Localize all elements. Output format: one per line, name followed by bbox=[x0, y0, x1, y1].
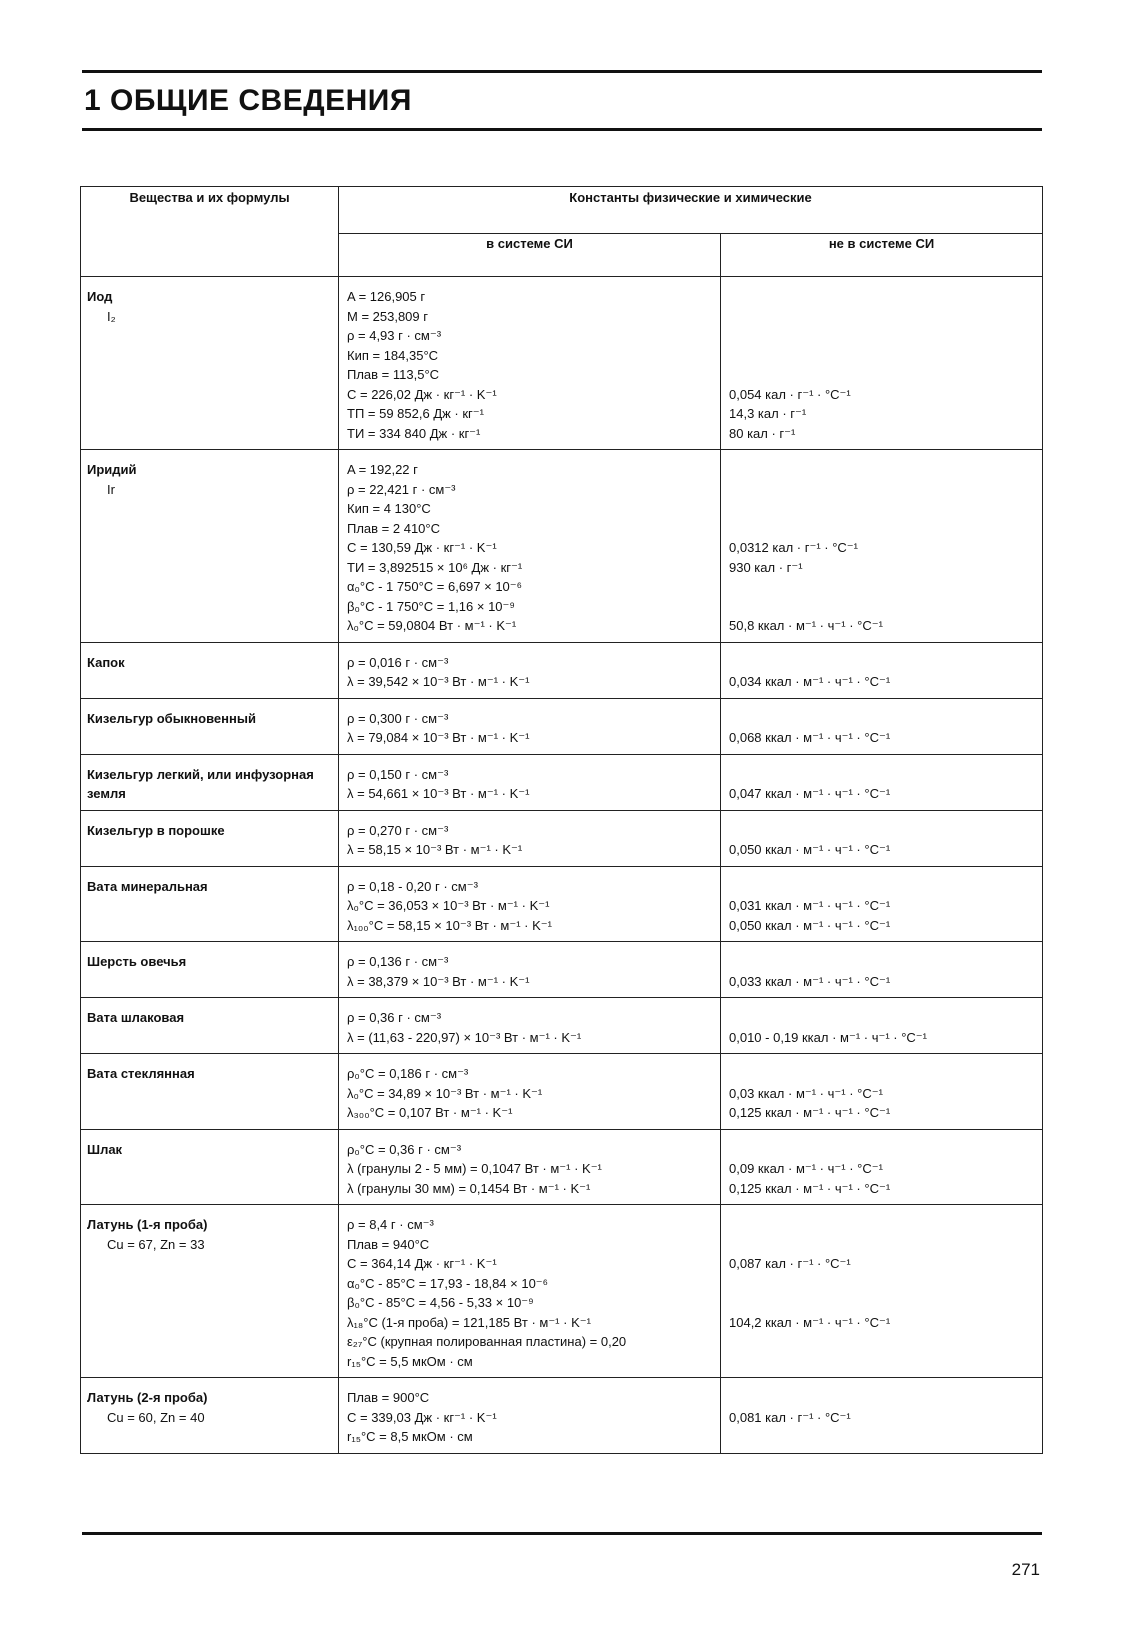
substance-name: Кизельгур обыкновенный bbox=[87, 710, 256, 726]
nonsi-value bbox=[729, 709, 1034, 729]
substance-cell bbox=[81, 810, 339, 866]
si-value: ρ = 22,421 г · см⁻³ bbox=[347, 481, 456, 497]
nonsi-value: 0,047 ккал · м⁻¹ · ч⁻¹ · °C⁻¹ bbox=[729, 786, 891, 801]
substance-name: Латунь (2-я проба) bbox=[87, 1390, 208, 1405]
substance-name: Вата стеклянная bbox=[87, 1066, 195, 1081]
nonsi-value bbox=[729, 952, 1034, 972]
nonsi-value bbox=[729, 597, 1034, 617]
si-value: ρ = 0,150 г · см⁻³ bbox=[347, 766, 449, 782]
nonsi-value bbox=[729, 1427, 1034, 1447]
si-value: ТИ = 334 840 Дж · кг⁻¹ bbox=[347, 425, 481, 441]
substance-name: Шерсть овечья bbox=[87, 954, 187, 969]
si-value: λ₃₀₀°C = 0,107 Вт · м⁻¹ · K⁻¹ bbox=[347, 1105, 513, 1120]
substance-cell bbox=[81, 698, 339, 754]
si-values-cell bbox=[339, 277, 721, 450]
substance-name: Иод bbox=[87, 289, 113, 304]
si-value: ρ = 4,93 г · см⁻³ bbox=[347, 328, 442, 343]
nonsi-values-cell bbox=[721, 1129, 1043, 1205]
header-constants: Константы физические и химические bbox=[339, 187, 1043, 234]
substance-name: Латунь (1-я проба) bbox=[87, 1217, 208, 1232]
table-row bbox=[81, 810, 1043, 866]
nonsi-value: 0,050 ккал · м⁻¹ · ч⁻¹ · °C⁻¹ bbox=[729, 842, 891, 857]
nonsi-value: 0,068 ккал · м⁻¹ · ч⁻¹ · °C⁻¹ bbox=[729, 730, 891, 745]
nonsi-value: 0,034 ккал · м⁻¹ · ч⁻¹ · °C⁻¹ bbox=[729, 674, 891, 689]
nonsi-value: 80 кал · г⁻¹ bbox=[729, 425, 796, 441]
substance-cell bbox=[81, 866, 339, 942]
substance-cell bbox=[81, 1205, 339, 1378]
nonsi-value bbox=[729, 765, 1034, 785]
si-value: λ = 54,661 × 10⁻³ Вт · м⁻¹ · K⁻¹ bbox=[347, 786, 530, 801]
table-row bbox=[81, 1378, 1043, 1454]
si-value: C = 226,02 Дж · кг⁻¹ · K⁻¹ bbox=[347, 386, 497, 402]
table-row bbox=[81, 1129, 1043, 1205]
substance-cell bbox=[81, 942, 339, 998]
section-title: 1 ОБЩИЕ СВЕДЕНИЯ bbox=[84, 84, 412, 117]
nonsi-values-cell bbox=[721, 754, 1043, 810]
si-value: λ = 39,542 × 10⁻³ Вт · м⁻¹ · K⁻¹ bbox=[347, 674, 530, 689]
si-value: ТП = 59 852,6 Дж · кг⁻¹ bbox=[347, 406, 484, 421]
nonsi-value bbox=[729, 346, 1034, 366]
si-value: Кип = 184,35°C bbox=[347, 347, 439, 363]
si-values-cell bbox=[339, 1378, 721, 1454]
nonsi-value bbox=[729, 1140, 1034, 1160]
title-rule bbox=[82, 128, 1042, 131]
si-value: λ₀°C = 36,053 × 10⁻³ Вт · м⁻¹ · K⁻¹ bbox=[347, 898, 550, 913]
nonsi-value bbox=[729, 1008, 1034, 1028]
nonsi-value bbox=[729, 653, 1034, 673]
substance-cell bbox=[81, 754, 339, 810]
si-value: ε₂₇°C (крупная полированная пластина) = 0,20 bbox=[347, 1334, 627, 1349]
table-row bbox=[81, 942, 1043, 998]
si-value: λ₁₀₀°C = 58,15 × 10⁻³ Вт · м⁻¹ · K⁻¹ bbox=[347, 917, 552, 933]
si-value: λ₀°C = 59,0804 Вт · м⁻¹ · K⁻¹ bbox=[347, 618, 517, 633]
nonsi-values-cell bbox=[721, 1205, 1043, 1378]
substance-name: Кизельгур легкий, или инфузорная земля bbox=[87, 766, 314, 801]
si-values-cell bbox=[339, 642, 721, 698]
substance-name: Кизельгур в порошке bbox=[87, 822, 225, 838]
si-value: λ (гранулы 30 мм) = 0,1454 Вт · м⁻¹ · K⁻¹ bbox=[347, 1180, 591, 1196]
si-value: ρ = 0,270 г · см⁻³ bbox=[347, 822, 449, 838]
nonsi-values-cell bbox=[721, 277, 1043, 450]
si-value: ρ₀°C = 0,186 г · см⁻³ bbox=[347, 1066, 469, 1081]
substance-name: Капок bbox=[87, 654, 125, 670]
si-values-cell bbox=[339, 998, 721, 1054]
nonsi-value bbox=[729, 1064, 1034, 1084]
nonsi-values-cell bbox=[721, 1054, 1043, 1130]
substance-formula: Cu = 67, Zn = 33 bbox=[107, 1236, 205, 1252]
header-si: в системе СИ bbox=[339, 234, 721, 277]
substance-cell bbox=[81, 1054, 339, 1130]
si-value: r₁₅°C = 8,5 мкОм · см bbox=[347, 1429, 473, 1444]
nonsi-value: 0,050 ккал · м⁻¹ · ч⁻¹ · °C⁻¹ bbox=[729, 917, 891, 933]
nonsi-value bbox=[729, 1274, 1034, 1294]
si-value: C = 130,59 Дж · кг⁻¹ · K⁻¹ bbox=[347, 540, 497, 555]
si-value: ρ₀°C = 0,36 г · см⁻³ bbox=[347, 1141, 462, 1157]
nonsi-value: 0,087 кал · г⁻¹ · °C⁻¹ bbox=[729, 1256, 851, 1271]
si-values-cell bbox=[339, 698, 721, 754]
table-row bbox=[81, 450, 1043, 643]
nonsi-value: 0,125 ккал · м⁻¹ · ч⁻¹ · °C⁻¹ bbox=[729, 1105, 891, 1120]
nonsi-value: 0,125 ккал · м⁻¹ · ч⁻¹ · °C⁻¹ bbox=[729, 1180, 891, 1196]
nonsi-value bbox=[729, 1332, 1034, 1352]
si-value: α₀°C - 85°C = 17,93 - 18,84 × 10⁻⁶ bbox=[347, 1275, 549, 1291]
si-values-cell bbox=[339, 1205, 721, 1378]
substance-formula: Ir bbox=[107, 481, 115, 497]
substance-name: Шлак bbox=[87, 1141, 123, 1157]
si-values-cell bbox=[339, 942, 721, 998]
nonsi-value: 0,081 кал · г⁻¹ · °C⁻¹ bbox=[729, 1409, 851, 1425]
nonsi-value bbox=[729, 1352, 1034, 1372]
nonsi-value bbox=[729, 287, 1034, 307]
si-value: λ = (11,63 - 220,97) × 10⁻³ Вт · м⁻¹ · K⁻¹ bbox=[347, 1029, 582, 1045]
si-value: α₀°C - 1 750°C = 6,697 × 10⁻⁶ bbox=[347, 579, 523, 594]
si-value: ρ = 8,4 г · см⁻³ bbox=[347, 1217, 434, 1232]
si-value: ρ = 0,18 - 0,20 г · см⁻³ bbox=[347, 878, 478, 894]
nonsi-value: 0,09 ккал · м⁻¹ · ч⁻¹ · °C⁻¹ bbox=[729, 1161, 883, 1176]
nonsi-values-cell bbox=[721, 642, 1043, 698]
si-value: r₁₅°C = 5,5 мкОм · см bbox=[347, 1353, 473, 1369]
si-value: ρ = 0,36 г · см⁻³ bbox=[347, 1010, 442, 1025]
substance-formula: I₂ bbox=[107, 308, 116, 324]
substance-name: Вата минеральная bbox=[87, 878, 208, 894]
substance-name: Иридий bbox=[87, 462, 137, 477]
si-value: λ₁₈°C (1-я проба) = 121,185 Вт · м⁻¹ · K⁻¹ bbox=[347, 1314, 591, 1330]
substance-cell bbox=[81, 642, 339, 698]
table-row bbox=[81, 277, 1043, 450]
si-value: λ = 38,379 × 10⁻³ Вт · м⁻¹ · K⁻¹ bbox=[347, 973, 530, 989]
si-values-cell bbox=[339, 754, 721, 810]
nonsi-value: 0,033 ккал · м⁻¹ · ч⁻¹ · °C⁻¹ bbox=[729, 973, 891, 989]
table-row bbox=[81, 698, 1043, 754]
nonsi-value bbox=[729, 1215, 1034, 1235]
si-values-cell bbox=[339, 1129, 721, 1205]
si-value: Плав = 2 410°C bbox=[347, 520, 440, 536]
si-value: C = 339,03 Дж · кг⁻¹ · K⁻¹ bbox=[347, 1409, 497, 1425]
nonsi-value bbox=[729, 877, 1034, 897]
substance-cell bbox=[81, 450, 339, 643]
nonsi-values-cell bbox=[721, 1378, 1043, 1454]
substance-name: Вата шлаковая bbox=[87, 1010, 185, 1025]
table-row bbox=[81, 998, 1043, 1054]
si-value: Плав = 940°C bbox=[347, 1236, 430, 1252]
nonsi-value bbox=[729, 1293, 1034, 1313]
nonsi-value bbox=[729, 499, 1034, 519]
si-value: Кип = 4 130°C bbox=[347, 501, 431, 516]
nonsi-values-cell bbox=[721, 810, 1043, 866]
table-body bbox=[81, 277, 1043, 1454]
table-row bbox=[81, 1054, 1043, 1130]
nonsi-value: 0,0312 кал · г⁻¹ · °C⁻¹ bbox=[729, 540, 858, 555]
nonsi-values-cell bbox=[721, 698, 1043, 754]
nonsi-value bbox=[729, 519, 1034, 539]
nonsi-values-cell bbox=[721, 450, 1043, 643]
nonsi-value bbox=[729, 821, 1034, 841]
nonsi-values-cell bbox=[721, 942, 1043, 998]
table-row bbox=[81, 642, 1043, 698]
si-value: β₀°C - 1 750°C = 1,16 × 10⁻⁹ bbox=[347, 598, 515, 614]
substance-cell bbox=[81, 1378, 339, 1454]
nonsi-value bbox=[729, 577, 1034, 597]
si-values-cell bbox=[339, 450, 721, 643]
si-value: ρ = 0,016 г · см⁻³ bbox=[347, 654, 449, 670]
nonsi-value bbox=[729, 1235, 1034, 1255]
nonsi-value: 0,054 кал · г⁻¹ · °C⁻¹ bbox=[729, 386, 851, 402]
nonsi-value bbox=[729, 365, 1034, 385]
nonsi-value bbox=[729, 307, 1034, 327]
table-row bbox=[81, 754, 1043, 810]
si-values-cell bbox=[339, 810, 721, 866]
si-value: λ₀°C = 34,89 × 10⁻³ Вт · м⁻¹ · K⁻¹ bbox=[347, 1085, 543, 1101]
si-value: M = 253,809 г bbox=[347, 308, 428, 324]
nonsi-value: 0,010 - 0,19 ккал · м⁻¹ · ч⁻¹ · °C⁻¹ bbox=[729, 1029, 928, 1045]
page-number: 271 bbox=[1011, 1560, 1040, 1579]
si-value: Плав = 900°C bbox=[347, 1390, 430, 1405]
si-value: A = 126,905 г bbox=[347, 289, 426, 304]
top-rule bbox=[82, 70, 1042, 73]
nonsi-value: 50,8 ккал · м⁻¹ · ч⁻¹ · °C⁻¹ bbox=[729, 618, 883, 633]
si-values-cell bbox=[339, 866, 721, 942]
nonsi-values-cell bbox=[721, 866, 1043, 942]
table-row bbox=[81, 866, 1043, 942]
bottom-rule bbox=[82, 1532, 1042, 1535]
nonsi-value: 0,03 ккал · м⁻¹ · ч⁻¹ · °C⁻¹ bbox=[729, 1085, 883, 1101]
nonsi-values-cell bbox=[721, 998, 1043, 1054]
si-value: ρ = 0,136 г · см⁻³ bbox=[347, 954, 449, 969]
si-value: A = 192,22 г bbox=[347, 462, 418, 477]
substance-formula: Cu = 60, Zn = 40 bbox=[107, 1409, 205, 1425]
nonsi-value: 930 кал · г⁻¹ bbox=[729, 559, 803, 575]
si-value: ρ = 0,300 г · см⁻³ bbox=[347, 710, 449, 726]
si-values-cell bbox=[339, 1054, 721, 1130]
nonsi-value bbox=[729, 326, 1034, 346]
table-row bbox=[81, 1205, 1043, 1378]
si-value: λ = 79,084 × 10⁻³ Вт · м⁻¹ · K⁻¹ bbox=[347, 730, 530, 745]
si-value: C = 364,14 Дж · кг⁻¹ · K⁻¹ bbox=[347, 1256, 497, 1271]
nonsi-value: 14,3 кал · г⁻¹ bbox=[729, 406, 807, 421]
si-value: λ = 58,15 × 10⁻³ Вт · м⁻¹ · K⁻¹ bbox=[347, 842, 523, 857]
nonsi-value bbox=[729, 460, 1034, 480]
si-value: Плав = 113,5°C bbox=[347, 367, 440, 382]
si-value: λ (гранулы 2 - 5 мм) = 0,1047 Вт · м⁻¹ · K⁻¹ bbox=[347, 1161, 602, 1176]
si-value: β₀°C - 85°C = 4,56 - 5,33 × 10⁻⁹ bbox=[347, 1295, 534, 1310]
header-nonsi: не в системе СИ bbox=[721, 234, 1043, 277]
constants-table bbox=[80, 186, 1043, 1454]
nonsi-value: 104,2 ккал · м⁻¹ · ч⁻¹ · °C⁻¹ bbox=[729, 1314, 891, 1330]
substance-cell bbox=[81, 277, 339, 450]
header-substance: Вещества и их формулы bbox=[81, 187, 339, 277]
nonsi-value bbox=[729, 1388, 1034, 1408]
si-value: ТИ = 3,892515 × 10⁶ Дж · кг⁻¹ bbox=[347, 559, 523, 575]
substance-cell bbox=[81, 1129, 339, 1205]
nonsi-value: 0,031 ккал · м⁻¹ · ч⁻¹ · °C⁻¹ bbox=[729, 898, 891, 913]
nonsi-value bbox=[729, 480, 1034, 500]
substance-cell bbox=[81, 998, 339, 1054]
